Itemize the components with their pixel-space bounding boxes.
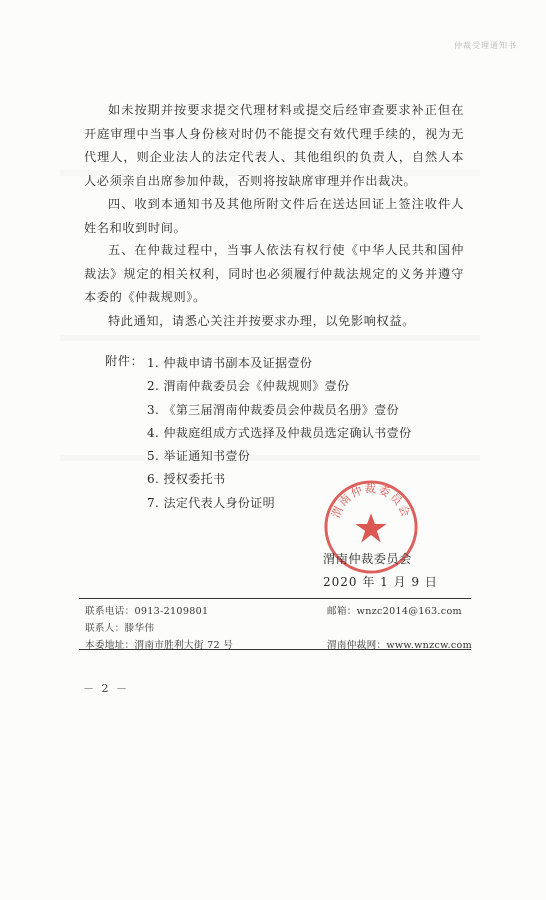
footer-bottom-rule (79, 649, 471, 650)
svg-text:渭南仲裁委员会: 渭南仲裁委员会 (329, 482, 413, 520)
paragraph-four: 四、收到本通知书及其他所附文件后在送达回证上签注收件人姓名和收到时间。 (84, 197, 464, 235)
website: 渭南仲裁网：www.wnzcw.com (327, 640, 472, 651)
show-through-shadow (60, 335, 480, 341)
footer-top-rule (79, 598, 471, 599)
office-address: 本委地址：渭南市胜利大街 72 号 (85, 640, 234, 651)
paragraph-agent-requirement: 如未按期并按要求提交代理材料或提交后经审查要求补正但在开庭审理中当事人身份核对时仍不能提交有效代理手续的，视为无代理人，则企业法人的法定代表人、其他组织的负责人，自然人本人必须亲自出席参加仲裁，否则将按缺席审理并作出裁决。 (84, 103, 464, 188)
signing-date: 2020 年 1 月 9 日 (323, 575, 438, 589)
paragraph-notice: 特此通知，请悉心关注并按要求办理，以免影响权益。 (108, 314, 415, 328)
attachment-item: 1. 仲裁申请书副本及证据壹份 (147, 356, 313, 370)
contact-email: 邮箱：wnzc2014@163.com (327, 606, 462, 617)
attachment-item: 3. 《第三届渭南仲裁委员会仲裁员名册》壹份 (147, 402, 400, 417)
attachment-item: 7. 法定代表人身份证明 (147, 495, 276, 510)
running-header: 仲裁受理通知书 (454, 41, 517, 50)
page-number: － 2 － (83, 682, 129, 695)
attachment-item: 6. 授权委托书 (147, 472, 226, 487)
signing-organization: 渭南仲裁委员会 (323, 552, 412, 566)
attachment-item: 4. 仲裁庭组成方式选择及仲裁员选定确认书壹份 (147, 425, 412, 440)
paragraph-five: 五、在仲裁过程中，当事人依法有权行使《中华人民共和国仲裁法》规定的相关权利，同时也必须履行仲裁法规定的义务并遵守本委的《仲裁规则》。 (84, 243, 464, 304)
contact-person: 联系人：滕华伟 (85, 623, 155, 634)
attachments-label: 附件： (105, 354, 144, 368)
contact-phone: 联系电话：0913-2109801 (85, 606, 209, 617)
attachment-item: 2. 渭南仲裁委员会《仲裁规则》壹份 (147, 379, 350, 394)
attachment-item: 5. 举证通知书壹份 (147, 449, 251, 464)
